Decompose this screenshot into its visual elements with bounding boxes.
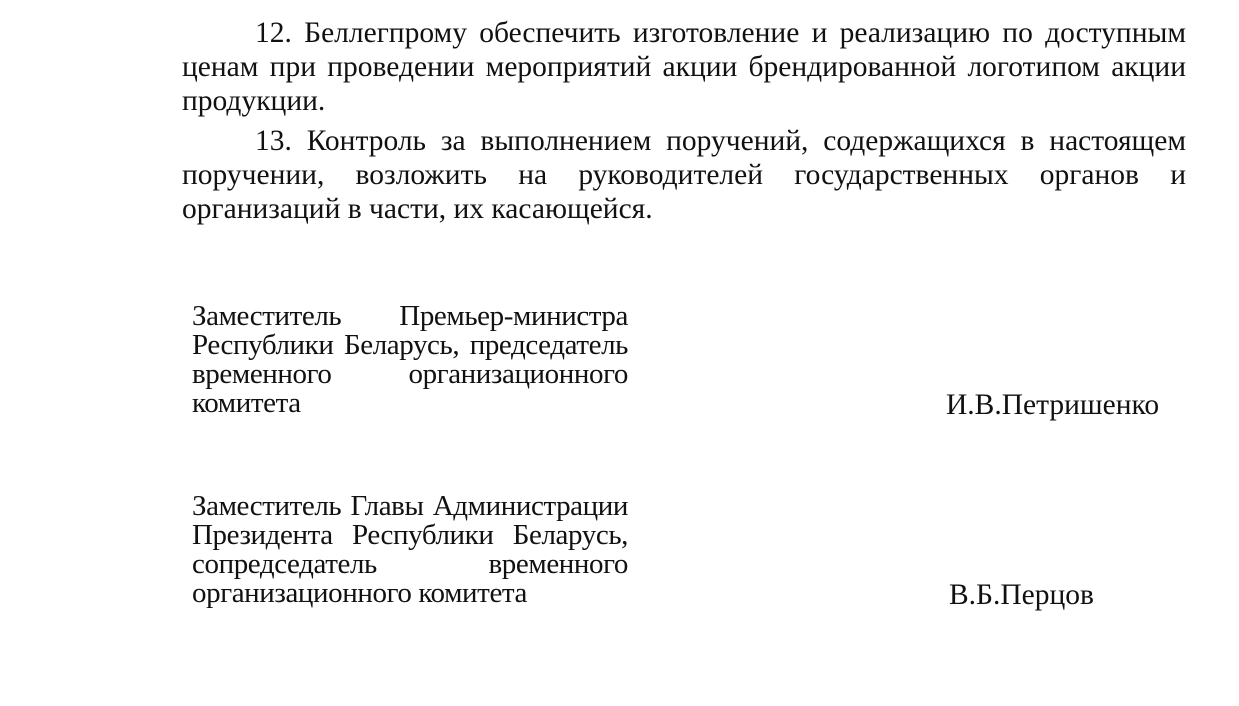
signature-name-1: И.В.Петришенко: [946, 389, 1160, 421]
paragraph-12: 12. Беллегпрому обеспечить изготовление и реализацию по доступным ценам при проведении мероприятий акции брендированной логотипом акции продукции.: [182, 17, 1186, 117]
signature-name-2: В.Б.Перцов: [949, 579, 1094, 611]
signature-title-1: Заместитель Премьер-министра Республики Беларусь, председатель временного организационного комитета: [192, 300, 628, 419]
paragraph-13: 13. Контроль за выполнением поручений, содержащихся в настоящем поручении, возложить на руководителей государственных органов и организаций в части, их касающейся.: [182, 125, 1186, 225]
signature-title-2: Заместитель Главы Администрации Президента Республики Беларусь, сопредседатель временного организационного комитета: [192, 490, 628, 609]
